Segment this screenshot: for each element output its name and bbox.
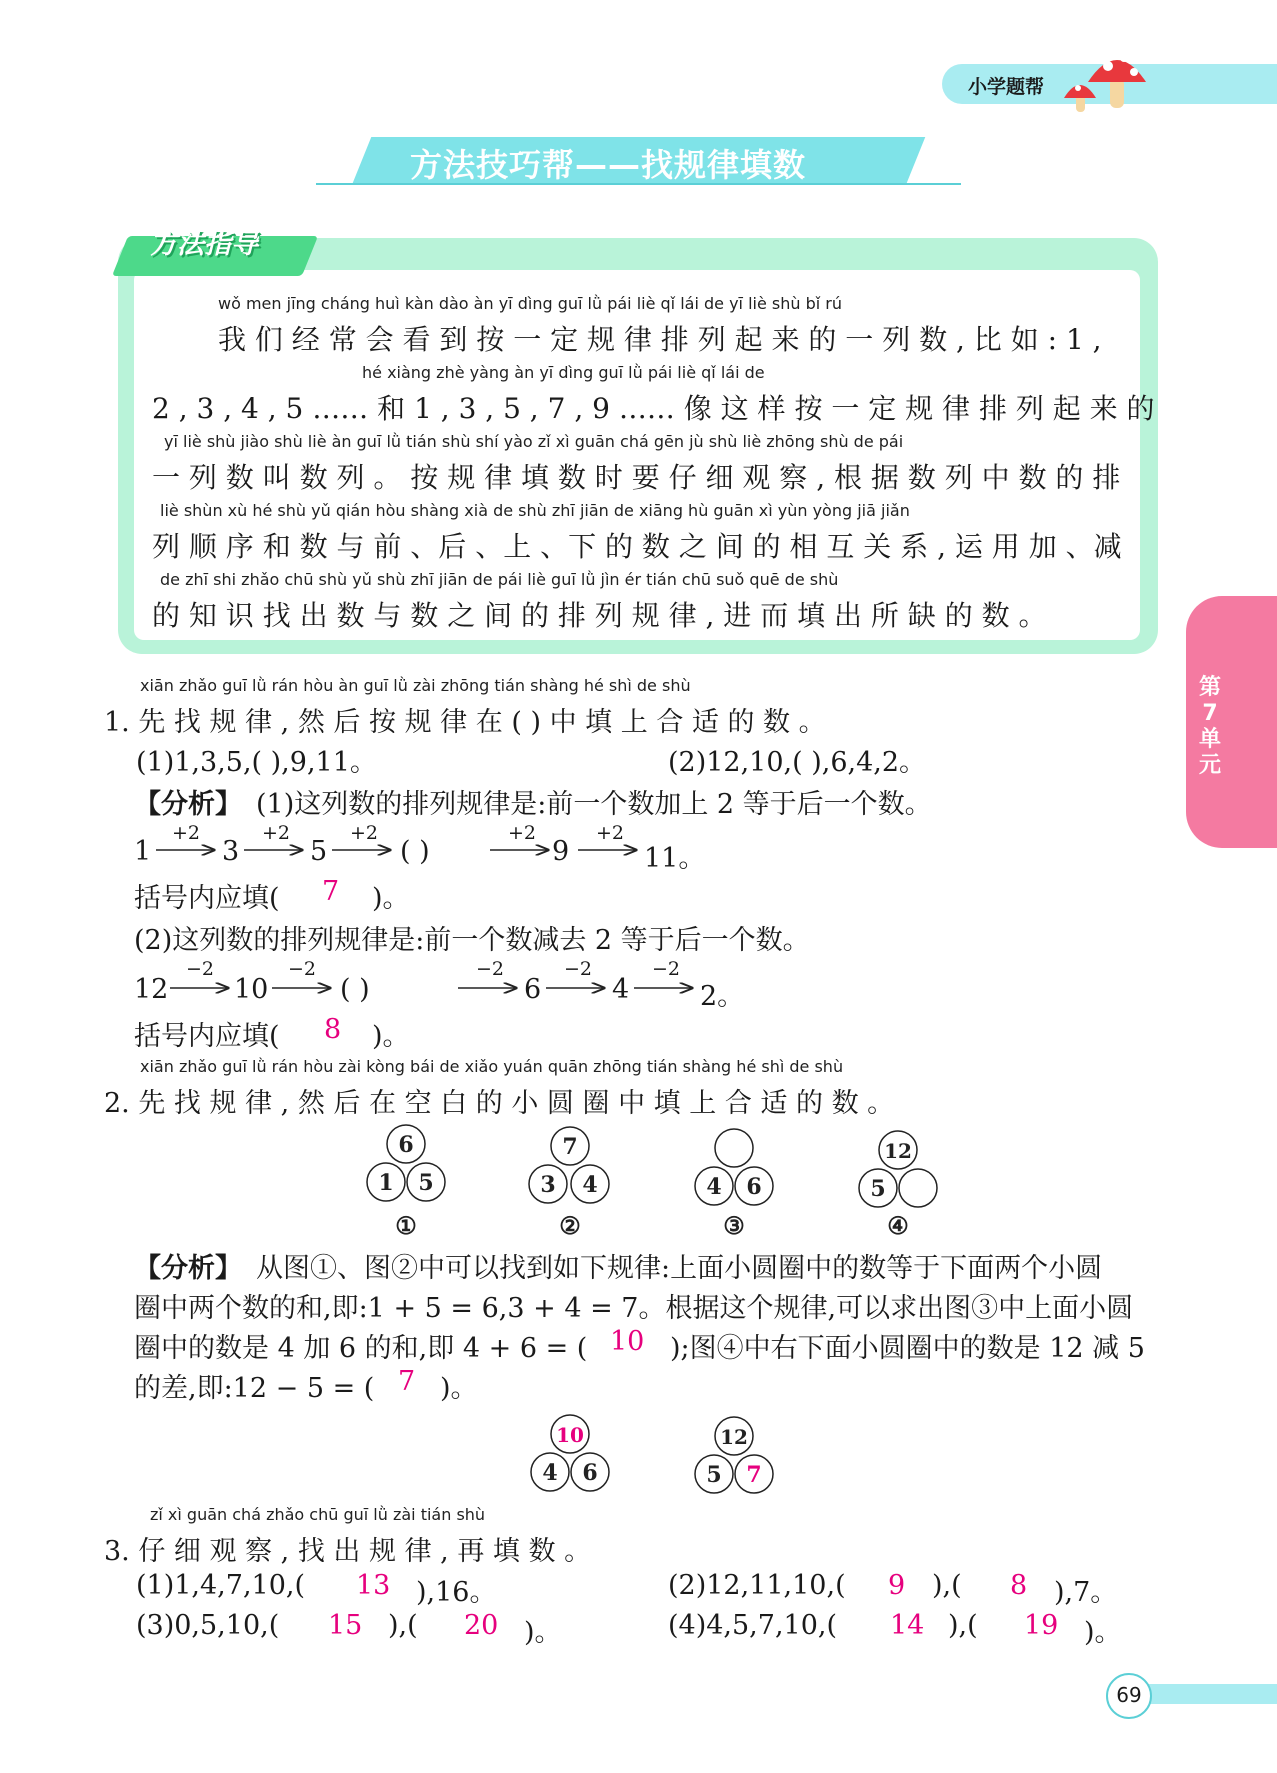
circle-top-value: 10 [556, 1423, 584, 1447]
circle-left-value: 5 [706, 1462, 722, 1488]
chain-item: 3 [222, 836, 240, 867]
chain-item: 1 [134, 836, 152, 867]
arrow-label: −2 [288, 958, 317, 980]
analysis-text: 圈中两个数的和,即:1 + 5 = 6,3 + 4 = 7。根据这个规律,可以求出图③中上面小圆 [134, 1293, 1134, 1324]
arrow-label: +2 [172, 822, 201, 844]
answer-value: 13 [356, 1570, 391, 1601]
q1-sub2: (2)12,10,( ),6,4,2。 [668, 747, 927, 778]
chain-item: 12 [134, 974, 169, 1005]
circle-left-value: 3 [540, 1172, 556, 1198]
circle-left-value: 1 [378, 1170, 394, 1196]
figure-label: ② [559, 1211, 581, 1240]
circle-top-value: 12 [720, 1425, 748, 1449]
arrow-label: +2 [508, 822, 537, 844]
fill-suffix: )。 [372, 883, 410, 914]
method-text-line: 一 列 数 叫 数 列 。 按 规 律 填 数 时 要 仔 细 观 察 , 根 据 数 列 中 数 的 排 [152, 461, 1121, 494]
answer-value: 9 [888, 1570, 906, 1601]
answer-value: 10 [610, 1326, 645, 1357]
figure-label: ④ [887, 1211, 909, 1240]
circle-top-value: 6 [398, 1132, 414, 1158]
method-text-line: 列 顺 序 和 数 与 前 、后 、上 、下 的 数 之 间 的 相 互 关 系 , 运 用 加 、减 [152, 530, 1122, 563]
fill-prefix: 括号内应填( [134, 1021, 280, 1052]
method-label: 方法指导 [150, 229, 258, 260]
circle-left-value: 4 [706, 1174, 722, 1200]
chain-item: 6 [524, 974, 542, 1005]
chain-item: ( ) [400, 836, 430, 867]
method-text-line: 2 , 3 , 4 , 5 …… 和 1 , 3 , 5 , 7 , 9 …… 像 这 样 按 一 定 规 律 排 列 起 来 的 [152, 392, 1155, 425]
analysis-text: (2)这列数的排列规律是:前一个数减去 2 等于后一个数。 [134, 925, 810, 956]
pinyin-line: de zhī shi zhǎo chū shù yǔ shù zhī jiān de pái liè guī lǜ jìn ér tián chū suǒ quē de shù [160, 570, 839, 589]
q3-sub: ),7。 [1054, 1577, 1118, 1608]
analysis-tag: 【分析】 [134, 789, 242, 820]
circle-groups [340, 1124, 960, 1240]
mushroom-icon [1060, 42, 1160, 114]
figure-label: ① [395, 1211, 417, 1240]
arrow-label: −2 [476, 958, 505, 980]
chain-item: 9 [552, 836, 570, 867]
answer-circle-groups [520, 1412, 790, 1504]
answer-value: 8 [1010, 1570, 1028, 1601]
circle-top-value: 12 [884, 1139, 912, 1163]
pinyin-line: xiān zhǎo guī lǜ rán hòu àn guī lǜ zài zhōng tián shàng hé shì de shù [140, 676, 691, 695]
answer-value: 8 [324, 1014, 342, 1045]
pinyin-line: hé xiàng zhè yàng àn yī dìng guī lǜ pái liè qǐ lái de [362, 363, 765, 382]
chain-item: 4 [612, 974, 630, 1005]
circle-left-value: 5 [870, 1176, 886, 1202]
arrow-label: +2 [350, 822, 379, 844]
q3-sub: (1)1,4,7,10,( [136, 1570, 306, 1601]
q3-sub: (2)12,11,10,( [668, 1570, 846, 1601]
answer-value: 7 [398, 1366, 416, 1397]
analysis-text: );图④中右下面小圆圈中的数是 12 减 5 [670, 1333, 1145, 1364]
circle-left-value: 4 [542, 1460, 558, 1486]
analysis-text: (1)这列数的排列规律是:前一个数加上 2 等于后一个数。 [256, 789, 932, 820]
unit-label: 第7单元 [1198, 675, 1221, 778]
circle-top-value: 7 [562, 1134, 578, 1160]
answer-value: 20 [464, 1610, 499, 1641]
circle-right-value: 4 [582, 1172, 598, 1198]
chain-item: 5 [310, 836, 328, 867]
analysis-text: 圈中的数是 4 加 6 的和,即 4 + 6 = ( [134, 1333, 588, 1364]
figure-label: ③ [723, 1211, 745, 1240]
q3-sub: ),( [388, 1610, 418, 1641]
brand-label: 小学题帮 [968, 76, 1045, 98]
analysis-text: 从图①、图②中可以找到如下规律:上面小圆圈中的数等于下面两个小圆 [256, 1253, 1103, 1284]
q3-sub: )。 [1084, 1617, 1122, 1648]
method-text-line: 的 知 识 找 出 数 与 数 之 间 的 排 列 规 律 , 进 而 填 出 所 缺 的 数 。 [152, 599, 1047, 632]
page-title: 方法技巧帮——找规律填数 [410, 146, 807, 184]
pinyin-line: zǐ xì guān chá zhǎo chū guī lǜ zài tián shù [150, 1505, 486, 1524]
arrow-label: −2 [652, 958, 681, 980]
q3-sub: ),( [948, 1610, 978, 1641]
analysis-text: 的差,即:12 − 5 = ( [134, 1373, 375, 1404]
circle-right-value: 6 [746, 1174, 762, 1200]
q3-sub: (3)0,5,10,( [136, 1610, 280, 1641]
fill-prefix: 括号内应填( [134, 883, 280, 914]
answer-value: 15 [328, 1610, 363, 1641]
pinyin-line: wǒ men jīng cháng huì kàn dào àn yī dìng guī lǜ pái liè qǐ lái de yī liè shù bǐ rú [218, 294, 842, 313]
chain-item: 10 [234, 974, 269, 1005]
answer-value: 19 [1024, 1610, 1059, 1641]
arrow-row [0, 978, 760, 998]
q3-sub: )。 [524, 1617, 562, 1648]
question-3: 3. 仔 细 观 察 , 找 出 规 律 , 再 填 数 。 [104, 1536, 592, 1567]
arrow-row [0, 840, 760, 860]
fill-suffix: )。 [372, 1021, 410, 1052]
pinyin-line: xiān zhǎo guī lǜ rán hòu zài kòng bái de xiǎo yuán quān zhōng tián shàng hé shì de shù [140, 1057, 844, 1076]
chain-item: 2。 [700, 981, 745, 1012]
method-text-line: 我 们 经 常 会 看 到 按 一 定 规 律 排 列 起 来 的 一 列 数 , 比 如 : 1 , [218, 323, 1102, 356]
analysis-tag: 【分析】 [134, 1253, 242, 1284]
question-1: 1. 先 找 规 律 , 然 后 按 规 律 在 ( ) 中 填 上 合 适 的 数 。 [104, 707, 826, 738]
circle-right-value: 7 [746, 1462, 762, 1488]
arrow-label: −2 [186, 958, 215, 980]
q1-sub1: (1)1,3,5,( ),9,11。 [136, 747, 377, 778]
chain-item: ( ) [340, 974, 370, 1005]
pinyin-line: liè shùn xù hé shù yǔ qián hòu shàng xià de shù zhī jiān de xiāng hù guān xì yùn yòng jiā jiǎn [160, 501, 910, 520]
arrow-label: +2 [596, 822, 625, 844]
arrow-label: +2 [262, 822, 291, 844]
pinyin-line: yī liè shù jiào shù liè àn guī lǜ tián shù shí yào zǐ xì guān chá gēn jù shù liè zhōng shù de pái [164, 432, 904, 451]
q3-sub: (4)4,5,7,10,( [668, 1610, 838, 1641]
q3-sub: ),( [932, 1570, 962, 1601]
page-number: 69 [1116, 1683, 1142, 1707]
circle-right-value: 5 [418, 1170, 434, 1196]
circle-right-value: 6 [582, 1460, 598, 1486]
chain-item: 11。 [644, 843, 706, 874]
arrow-label: −2 [564, 958, 593, 980]
analysis-text: )。 [440, 1373, 478, 1404]
answer-value: 14 [890, 1610, 925, 1641]
q3-sub: ),16。 [416, 1577, 497, 1608]
answer-value: 7 [322, 876, 340, 907]
question-2: 2. 先 找 规 律 , 然 后 在 空 白 的 小 圆 圈 中 填 上 合 适 的 数 。 [104, 1088, 895, 1119]
